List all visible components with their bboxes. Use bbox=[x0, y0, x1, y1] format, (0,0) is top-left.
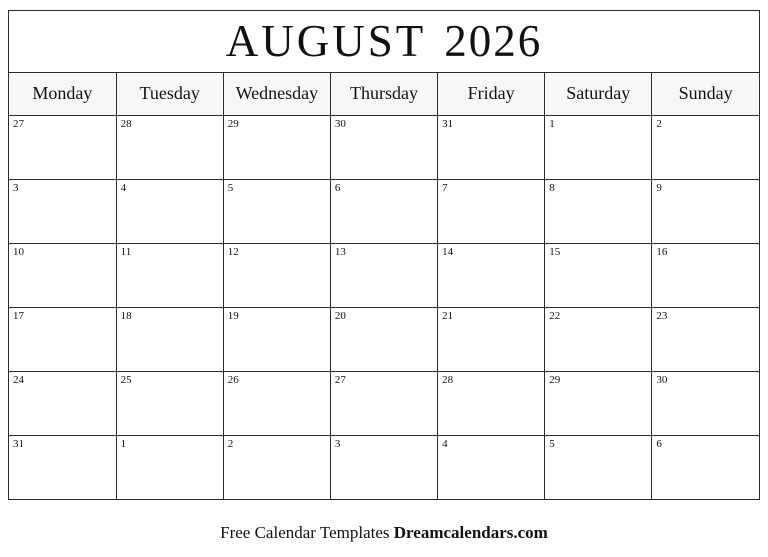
day-number: 29 bbox=[549, 373, 561, 386]
day-number: 4 bbox=[120, 181, 127, 194]
footer-brand[interactable]: Dreamcalendars.com bbox=[393, 523, 548, 542]
day-cell[interactable] bbox=[223, 307, 330, 371]
weekday-header-thursday: Thursday bbox=[330, 73, 437, 115]
day-cell[interactable] bbox=[223, 371, 330, 435]
day-number: 7 bbox=[442, 181, 448, 194]
day-number: 13 bbox=[334, 245, 346, 258]
day-number: 3 bbox=[13, 181, 19, 194]
weekday-header-saturday: Saturday bbox=[545, 73, 652, 115]
day-number: 18 bbox=[120, 309, 132, 322]
day-cell[interactable] bbox=[438, 115, 545, 179]
day-number: 30 bbox=[334, 117, 346, 130]
page-title bbox=[225, 16, 543, 66]
day-cell[interactable] bbox=[330, 371, 437, 435]
day-cell[interactable] bbox=[545, 179, 652, 243]
day-cell[interactable] bbox=[116, 435, 223, 499]
day-number: 24 bbox=[13, 373, 24, 386]
day-cell[interactable] bbox=[9, 435, 116, 499]
day-number: 29 bbox=[227, 117, 239, 130]
day-number: 22 bbox=[549, 309, 561, 322]
calendar-title-bar bbox=[9, 11, 759, 73]
day-number: 3 bbox=[334, 437, 341, 450]
calendar-week-row bbox=[9, 243, 759, 307]
day-number: 8 bbox=[549, 181, 555, 194]
day-number: 30 bbox=[656, 373, 668, 386]
day-number: 28 bbox=[442, 373, 454, 386]
day-number: 1 bbox=[549, 117, 555, 130]
day-number: 31 bbox=[442, 117, 454, 130]
day-cell[interactable] bbox=[330, 179, 437, 243]
calendar-grid bbox=[9, 73, 759, 499]
day-cell[interactable] bbox=[652, 243, 759, 307]
day-number: 4 bbox=[442, 437, 448, 450]
day-cell[interactable] bbox=[545, 371, 652, 435]
day-cell[interactable] bbox=[330, 115, 437, 179]
day-cell[interactable] bbox=[438, 435, 545, 499]
calendar-week-row bbox=[9, 371, 759, 435]
calendar-week-row bbox=[9, 435, 759, 499]
calendar-week-row bbox=[9, 307, 759, 371]
calendar-week-row bbox=[9, 179, 759, 243]
footer bbox=[0, 523, 768, 543]
day-cell[interactable] bbox=[652, 435, 759, 499]
day-cell[interactable] bbox=[116, 179, 223, 243]
day-cell[interactable] bbox=[9, 371, 116, 435]
day-cell[interactable] bbox=[330, 307, 437, 371]
footer-text: Free Calendar Templates bbox=[220, 523, 394, 542]
day-cell[interactable] bbox=[652, 371, 759, 435]
day-cell[interactable] bbox=[652, 115, 759, 179]
day-cell[interactable] bbox=[438, 307, 545, 371]
day-cell[interactable] bbox=[9, 307, 116, 371]
day-cell[interactable] bbox=[545, 307, 652, 371]
day-cell[interactable] bbox=[9, 179, 116, 243]
day-cell[interactable] bbox=[545, 435, 652, 499]
day-number: 14 bbox=[442, 245, 454, 258]
day-number: 6 bbox=[334, 181, 341, 194]
day-number: 25 bbox=[120, 373, 132, 386]
day-number: 6 bbox=[656, 437, 662, 450]
calendar-week-row bbox=[9, 115, 759, 179]
day-cell[interactable] bbox=[223, 435, 330, 499]
day-cell[interactable] bbox=[330, 243, 437, 307]
day-cell[interactable] bbox=[652, 307, 759, 371]
weekday-header-row bbox=[9, 73, 759, 115]
day-cell[interactable] bbox=[223, 179, 330, 243]
day-cell[interactable] bbox=[438, 243, 545, 307]
day-cell[interactable] bbox=[9, 243, 116, 307]
day-number: 23 bbox=[656, 309, 668, 322]
day-cell[interactable] bbox=[116, 307, 223, 371]
day-cell[interactable] bbox=[223, 243, 330, 307]
day-cell[interactable] bbox=[116, 371, 223, 435]
day-cell[interactable] bbox=[438, 371, 545, 435]
title-year: 2026 bbox=[444, 16, 543, 66]
day-number: 17 bbox=[13, 309, 24, 322]
calendar-container bbox=[8, 10, 760, 500]
day-number: 21 bbox=[442, 309, 454, 322]
day-cell[interactable] bbox=[223, 115, 330, 179]
day-number: 15 bbox=[549, 245, 561, 258]
weekday-header-wednesday: Wednesday bbox=[223, 73, 330, 115]
day-cell[interactable] bbox=[116, 115, 223, 179]
day-number: 16 bbox=[656, 245, 668, 258]
day-number: 27 bbox=[334, 373, 346, 386]
day-number: 9 bbox=[656, 181, 662, 194]
day-number: 20 bbox=[334, 309, 346, 322]
weekday-header-friday: Friday bbox=[438, 73, 545, 115]
day-number: 12 bbox=[227, 245, 239, 258]
day-number: 5 bbox=[227, 181, 234, 194]
day-number: 2 bbox=[656, 117, 662, 130]
weekday-header-tuesday: Tuesday bbox=[116, 73, 223, 115]
day-number: 10 bbox=[13, 245, 24, 258]
day-cell[interactable] bbox=[9, 115, 116, 179]
day-cell[interactable] bbox=[545, 243, 652, 307]
title-month: AUGUST bbox=[225, 16, 427, 66]
weekday-header-sunday: Sunday bbox=[652, 73, 759, 115]
day-cell[interactable] bbox=[545, 115, 652, 179]
day-cell[interactable] bbox=[652, 179, 759, 243]
day-number: 31 bbox=[13, 437, 24, 450]
day-cell[interactable] bbox=[438, 179, 545, 243]
day-cell[interactable] bbox=[116, 243, 223, 307]
day-number: 19 bbox=[227, 309, 239, 322]
day-number: 2 bbox=[227, 437, 234, 450]
weekday-header-monday: Monday bbox=[9, 73, 116, 115]
day-number: 27 bbox=[13, 117, 24, 130]
day-number: 1 bbox=[120, 437, 127, 450]
day-number: 5 bbox=[549, 437, 555, 450]
day-number: 26 bbox=[227, 373, 239, 386]
day-number: 28 bbox=[120, 117, 132, 130]
day-number: 11 bbox=[120, 245, 132, 258]
day-cell[interactable] bbox=[330, 435, 437, 499]
